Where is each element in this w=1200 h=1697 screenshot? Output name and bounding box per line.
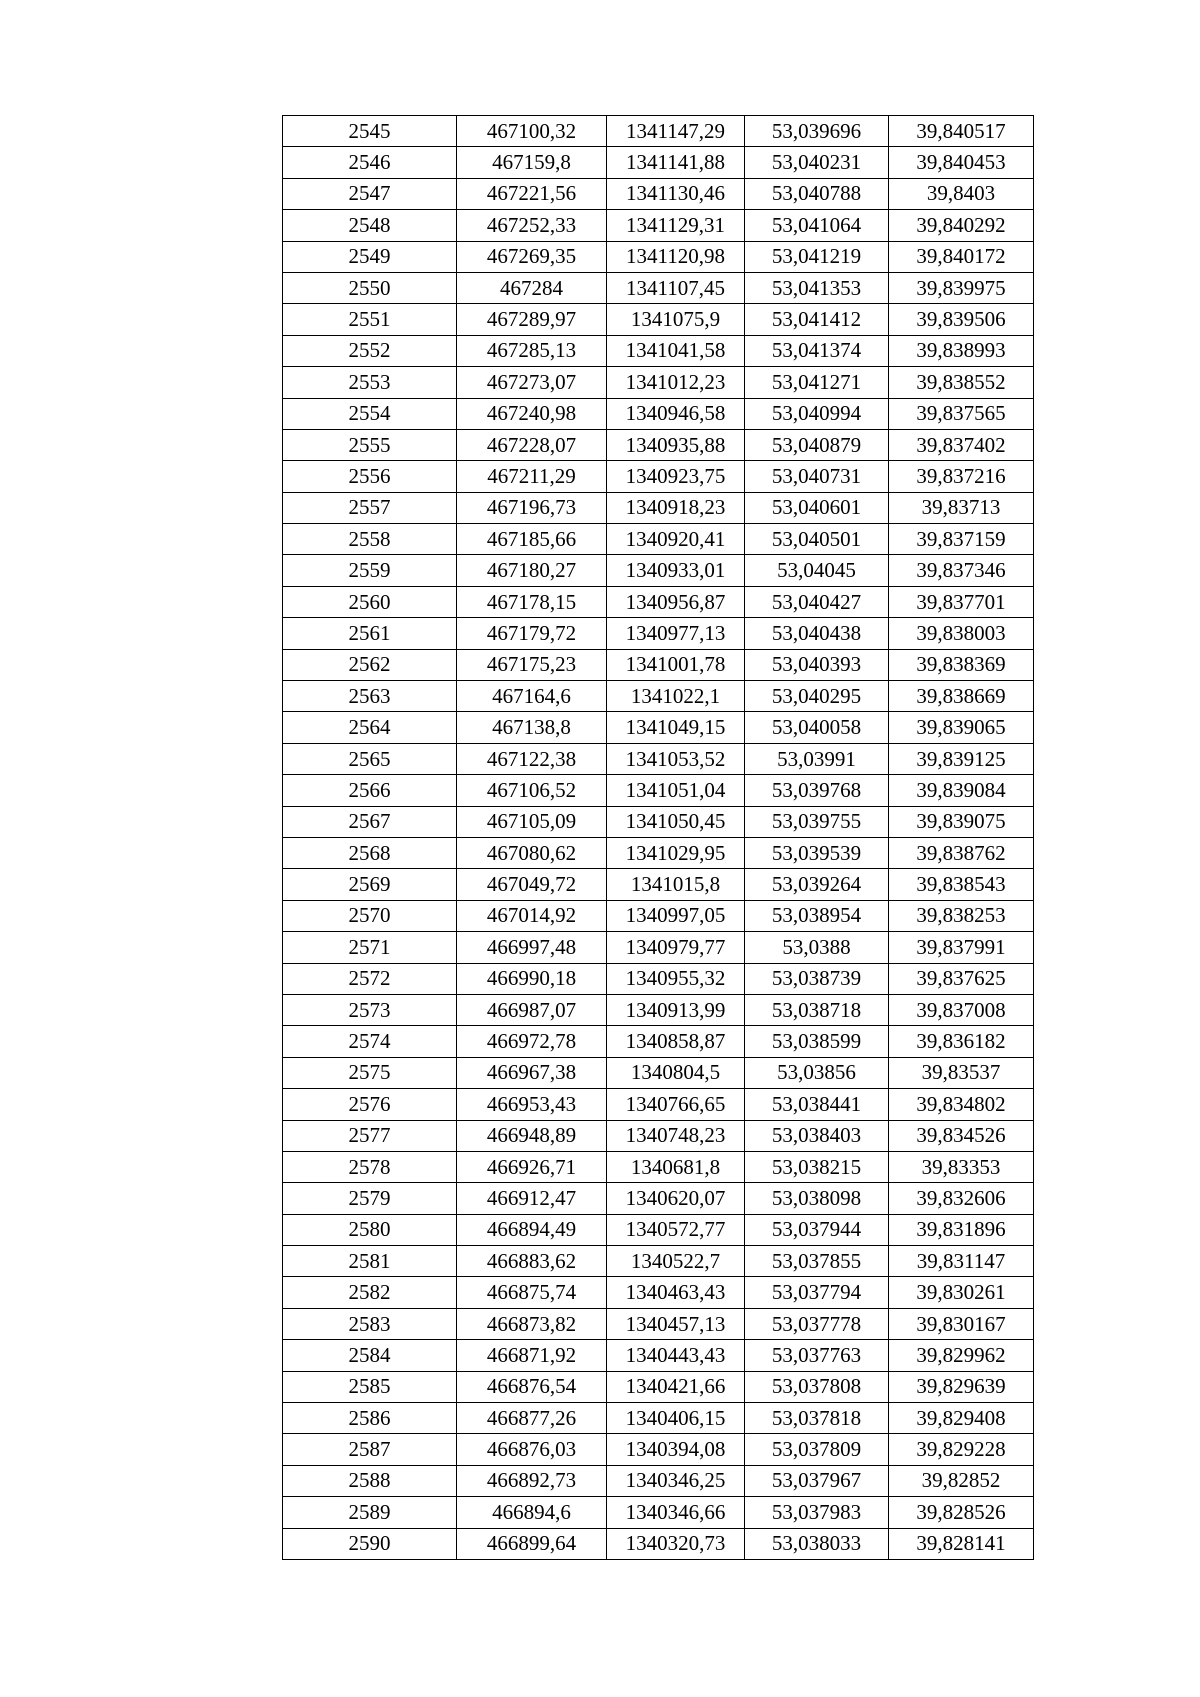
longitude-cell: 39,837402 bbox=[889, 429, 1034, 460]
x-coordinate-cell: 467138,8 bbox=[457, 712, 607, 743]
point-number-cell: 2563 bbox=[283, 681, 457, 712]
table-row bbox=[283, 1371, 1034, 1402]
y-coordinate-cell: 1340748,23 bbox=[607, 1120, 745, 1151]
x-coordinate-cell: 467105,09 bbox=[457, 806, 607, 837]
longitude-cell: 39,840292 bbox=[889, 210, 1034, 241]
table-row bbox=[283, 1277, 1034, 1308]
x-coordinate-cell: 466899,64 bbox=[457, 1528, 607, 1559]
point-number-cell: 2584 bbox=[283, 1340, 457, 1371]
latitude-cell: 53,040879 bbox=[745, 429, 889, 460]
x-coordinate-cell: 467289,97 bbox=[457, 304, 607, 335]
x-coordinate-cell: 467100,32 bbox=[457, 116, 607, 147]
table-row bbox=[283, 555, 1034, 586]
longitude-cell: 39,837701 bbox=[889, 586, 1034, 617]
y-coordinate-cell: 1341012,23 bbox=[607, 367, 745, 398]
longitude-cell: 39,831896 bbox=[889, 1214, 1034, 1245]
y-coordinate-cell: 1340406,15 bbox=[607, 1403, 745, 1434]
point-number-cell: 2554 bbox=[283, 398, 457, 429]
point-number-cell: 2560 bbox=[283, 586, 457, 617]
table-row bbox=[283, 272, 1034, 303]
longitude-cell: 39,829408 bbox=[889, 1403, 1034, 1434]
point-number-cell: 2574 bbox=[283, 1026, 457, 1057]
x-coordinate-cell: 466877,26 bbox=[457, 1403, 607, 1434]
table-row bbox=[283, 210, 1034, 241]
table-row bbox=[283, 618, 1034, 649]
y-coordinate-cell: 1341053,52 bbox=[607, 743, 745, 774]
x-coordinate-cell: 467122,38 bbox=[457, 743, 607, 774]
latitude-cell: 53,037808 bbox=[745, 1371, 889, 1402]
y-coordinate-cell: 1340946,58 bbox=[607, 398, 745, 429]
y-coordinate-cell: 1340920,41 bbox=[607, 524, 745, 555]
x-coordinate-cell: 467211,29 bbox=[457, 461, 607, 492]
latitude-cell: 53,040058 bbox=[745, 712, 889, 743]
table-row bbox=[283, 1308, 1034, 1339]
x-coordinate-cell: 467159,8 bbox=[457, 147, 607, 178]
point-number-cell: 2557 bbox=[283, 492, 457, 523]
table-row bbox=[283, 304, 1034, 335]
y-coordinate-cell: 1340804,5 bbox=[607, 1057, 745, 1088]
point-number-cell: 2582 bbox=[283, 1277, 457, 1308]
longitude-cell: 39,832606 bbox=[889, 1183, 1034, 1214]
point-number-cell: 2590 bbox=[283, 1528, 457, 1559]
table-row bbox=[283, 743, 1034, 774]
point-number-cell: 2585 bbox=[283, 1371, 457, 1402]
x-coordinate-cell: 467049,72 bbox=[457, 869, 607, 900]
point-number-cell: 2572 bbox=[283, 963, 457, 994]
longitude-cell: 39,8403 bbox=[889, 178, 1034, 209]
table-row bbox=[283, 900, 1034, 931]
table-row bbox=[283, 1403, 1034, 1434]
table-row bbox=[283, 1057, 1034, 1088]
longitude-cell: 39,829962 bbox=[889, 1340, 1034, 1371]
latitude-cell: 53,040501 bbox=[745, 524, 889, 555]
point-number-cell: 2586 bbox=[283, 1403, 457, 1434]
x-coordinate-cell: 466876,54 bbox=[457, 1371, 607, 1402]
y-coordinate-cell: 1341022,1 bbox=[607, 681, 745, 712]
table-row bbox=[283, 116, 1034, 147]
latitude-cell: 53,041064 bbox=[745, 210, 889, 241]
y-coordinate-cell: 1340443,43 bbox=[607, 1340, 745, 1371]
x-coordinate-cell: 467221,56 bbox=[457, 178, 607, 209]
x-coordinate-cell: 466912,47 bbox=[457, 1183, 607, 1214]
longitude-cell: 39,839065 bbox=[889, 712, 1034, 743]
y-coordinate-cell: 1340858,87 bbox=[607, 1026, 745, 1057]
y-coordinate-cell: 1340620,07 bbox=[607, 1183, 745, 1214]
longitude-cell: 39,837565 bbox=[889, 398, 1034, 429]
longitude-cell: 39,838762 bbox=[889, 837, 1034, 868]
x-coordinate-cell: 466871,92 bbox=[457, 1340, 607, 1371]
table-row bbox=[283, 1151, 1034, 1182]
longitude-cell: 39,828526 bbox=[889, 1497, 1034, 1528]
coordinates-table bbox=[282, 115, 1034, 1560]
longitude-cell: 39,837216 bbox=[889, 461, 1034, 492]
table-row bbox=[283, 147, 1034, 178]
point-number-cell: 2548 bbox=[283, 210, 457, 241]
y-coordinate-cell: 1341129,31 bbox=[607, 210, 745, 241]
y-coordinate-cell: 1341075,9 bbox=[607, 304, 745, 335]
table-row bbox=[283, 1026, 1034, 1057]
y-coordinate-cell: 1341141,88 bbox=[607, 147, 745, 178]
x-coordinate-cell: 466892,73 bbox=[457, 1465, 607, 1496]
latitude-cell: 53,037983 bbox=[745, 1497, 889, 1528]
longitude-cell: 39,834526 bbox=[889, 1120, 1034, 1151]
point-number-cell: 2573 bbox=[283, 994, 457, 1025]
longitude-cell: 39,840172 bbox=[889, 241, 1034, 272]
y-coordinate-cell: 1340457,13 bbox=[607, 1308, 745, 1339]
longitude-cell: 39,83537 bbox=[889, 1057, 1034, 1088]
y-coordinate-cell: 1341049,15 bbox=[607, 712, 745, 743]
y-coordinate-cell: 1340421,66 bbox=[607, 1371, 745, 1402]
point-number-cell: 2566 bbox=[283, 775, 457, 806]
latitude-cell: 53,038441 bbox=[745, 1089, 889, 1120]
x-coordinate-cell: 467080,62 bbox=[457, 837, 607, 868]
y-coordinate-cell: 1341015,8 bbox=[607, 869, 745, 900]
latitude-cell: 53,038403 bbox=[745, 1120, 889, 1151]
point-number-cell: 2568 bbox=[283, 837, 457, 868]
x-coordinate-cell: 466873,82 bbox=[457, 1308, 607, 1339]
x-coordinate-cell: 466926,71 bbox=[457, 1151, 607, 1182]
point-number-cell: 2549 bbox=[283, 241, 457, 272]
latitude-cell: 53,037967 bbox=[745, 1465, 889, 1496]
x-coordinate-cell: 466953,43 bbox=[457, 1089, 607, 1120]
x-coordinate-cell: 467175,23 bbox=[457, 649, 607, 680]
longitude-cell: 39,82852 bbox=[889, 1465, 1034, 1496]
latitude-cell: 53,040231 bbox=[745, 147, 889, 178]
latitude-cell: 53,039755 bbox=[745, 806, 889, 837]
y-coordinate-cell: 1341050,45 bbox=[607, 806, 745, 837]
point-number-cell: 2589 bbox=[283, 1497, 457, 1528]
latitude-cell: 53,038033 bbox=[745, 1528, 889, 1559]
point-number-cell: 2562 bbox=[283, 649, 457, 680]
y-coordinate-cell: 1340979,77 bbox=[607, 932, 745, 963]
table-row bbox=[283, 932, 1034, 963]
x-coordinate-cell: 466990,18 bbox=[457, 963, 607, 994]
table-row bbox=[283, 524, 1034, 555]
y-coordinate-cell: 1340918,23 bbox=[607, 492, 745, 523]
longitude-cell: 39,830261 bbox=[889, 1277, 1034, 1308]
y-coordinate-cell: 1340955,32 bbox=[607, 963, 745, 994]
latitude-cell: 53,038739 bbox=[745, 963, 889, 994]
longitude-cell: 39,839075 bbox=[889, 806, 1034, 837]
table-row bbox=[283, 178, 1034, 209]
x-coordinate-cell: 467269,35 bbox=[457, 241, 607, 272]
x-coordinate-cell: 466876,03 bbox=[457, 1434, 607, 1465]
y-coordinate-cell: 1341107,45 bbox=[607, 272, 745, 303]
table-row bbox=[283, 1246, 1034, 1277]
longitude-cell: 39,830167 bbox=[889, 1308, 1034, 1339]
table-row bbox=[283, 712, 1034, 743]
y-coordinate-cell: 1340935,88 bbox=[607, 429, 745, 460]
table-row bbox=[283, 649, 1034, 680]
longitude-cell: 39,838003 bbox=[889, 618, 1034, 649]
x-coordinate-cell: 466997,48 bbox=[457, 932, 607, 963]
latitude-cell: 53,039696 bbox=[745, 116, 889, 147]
x-coordinate-cell: 467014,92 bbox=[457, 900, 607, 931]
latitude-cell: 53,040994 bbox=[745, 398, 889, 429]
longitude-cell: 39,838543 bbox=[889, 869, 1034, 900]
latitude-cell: 53,0388 bbox=[745, 932, 889, 963]
point-number-cell: 2558 bbox=[283, 524, 457, 555]
y-coordinate-cell: 1341001,78 bbox=[607, 649, 745, 680]
point-number-cell: 2547 bbox=[283, 178, 457, 209]
latitude-cell: 53,037855 bbox=[745, 1246, 889, 1277]
latitude-cell: 53,041374 bbox=[745, 335, 889, 366]
x-coordinate-cell: 466894,49 bbox=[457, 1214, 607, 1245]
point-number-cell: 2545 bbox=[283, 116, 457, 147]
point-number-cell: 2580 bbox=[283, 1214, 457, 1245]
latitude-cell: 53,037763 bbox=[745, 1340, 889, 1371]
table-row bbox=[283, 1465, 1034, 1496]
table-row bbox=[283, 367, 1034, 398]
x-coordinate-cell: 467185,66 bbox=[457, 524, 607, 555]
point-number-cell: 2571 bbox=[283, 932, 457, 963]
table-row bbox=[283, 492, 1034, 523]
x-coordinate-cell: 466987,07 bbox=[457, 994, 607, 1025]
point-number-cell: 2569 bbox=[283, 869, 457, 900]
x-coordinate-cell: 467240,98 bbox=[457, 398, 607, 429]
y-coordinate-cell: 1340923,75 bbox=[607, 461, 745, 492]
point-number-cell: 2588 bbox=[283, 1465, 457, 1496]
longitude-cell: 39,839084 bbox=[889, 775, 1034, 806]
x-coordinate-cell: 467196,73 bbox=[457, 492, 607, 523]
longitude-cell: 39,834802 bbox=[889, 1089, 1034, 1120]
latitude-cell: 53,040731 bbox=[745, 461, 889, 492]
latitude-cell: 53,038215 bbox=[745, 1151, 889, 1182]
longitude-cell: 39,838369 bbox=[889, 649, 1034, 680]
table-row bbox=[283, 241, 1034, 272]
y-coordinate-cell: 1340933,01 bbox=[607, 555, 745, 586]
longitude-cell: 39,837346 bbox=[889, 555, 1034, 586]
table-row bbox=[283, 1120, 1034, 1151]
point-number-cell: 2553 bbox=[283, 367, 457, 398]
x-coordinate-cell: 467106,52 bbox=[457, 775, 607, 806]
longitude-cell: 39,839506 bbox=[889, 304, 1034, 335]
longitude-cell: 39,840517 bbox=[889, 116, 1034, 147]
latitude-cell: 53,041353 bbox=[745, 272, 889, 303]
latitude-cell: 53,038954 bbox=[745, 900, 889, 931]
x-coordinate-cell: 467273,07 bbox=[457, 367, 607, 398]
table-row bbox=[283, 1214, 1034, 1245]
point-number-cell: 2552 bbox=[283, 335, 457, 366]
x-coordinate-cell: 466875,74 bbox=[457, 1277, 607, 1308]
y-coordinate-cell: 1341147,29 bbox=[607, 116, 745, 147]
latitude-cell: 53,038718 bbox=[745, 994, 889, 1025]
x-coordinate-cell: 466883,62 bbox=[457, 1246, 607, 1277]
latitude-cell: 53,040427 bbox=[745, 586, 889, 617]
table-row bbox=[283, 1497, 1034, 1528]
latitude-cell: 53,041412 bbox=[745, 304, 889, 335]
point-number-cell: 2551 bbox=[283, 304, 457, 335]
longitude-cell: 39,837159 bbox=[889, 524, 1034, 555]
longitude-cell: 39,839125 bbox=[889, 743, 1034, 774]
y-coordinate-cell: 1340522,7 bbox=[607, 1246, 745, 1277]
latitude-cell: 53,038098 bbox=[745, 1183, 889, 1214]
point-number-cell: 2561 bbox=[283, 618, 457, 649]
longitude-cell: 39,838993 bbox=[889, 335, 1034, 366]
point-number-cell: 2578 bbox=[283, 1151, 457, 1182]
x-coordinate-cell: 466948,89 bbox=[457, 1120, 607, 1151]
table-row bbox=[283, 681, 1034, 712]
y-coordinate-cell: 1341041,58 bbox=[607, 335, 745, 366]
longitude-cell: 39,829639 bbox=[889, 1371, 1034, 1402]
latitude-cell: 53,041271 bbox=[745, 367, 889, 398]
y-coordinate-cell: 1340346,25 bbox=[607, 1465, 745, 1496]
point-number-cell: 2546 bbox=[283, 147, 457, 178]
y-coordinate-cell: 1340320,73 bbox=[607, 1528, 745, 1559]
table-row bbox=[283, 461, 1034, 492]
x-coordinate-cell: 467179,72 bbox=[457, 618, 607, 649]
longitude-cell: 39,838552 bbox=[889, 367, 1034, 398]
y-coordinate-cell: 1340463,43 bbox=[607, 1277, 745, 1308]
table-row bbox=[283, 1340, 1034, 1371]
point-number-cell: 2567 bbox=[283, 806, 457, 837]
x-coordinate-cell: 466972,78 bbox=[457, 1026, 607, 1057]
table-row bbox=[283, 963, 1034, 994]
table-row bbox=[283, 1434, 1034, 1465]
coordinates-table-body bbox=[283, 116, 1034, 1560]
longitude-cell: 39,831147 bbox=[889, 1246, 1034, 1277]
y-coordinate-cell: 1340394,08 bbox=[607, 1434, 745, 1465]
table-row bbox=[283, 806, 1034, 837]
x-coordinate-cell: 466967,38 bbox=[457, 1057, 607, 1088]
point-number-cell: 2559 bbox=[283, 555, 457, 586]
latitude-cell: 53,037778 bbox=[745, 1308, 889, 1339]
point-number-cell: 2550 bbox=[283, 272, 457, 303]
longitude-cell: 39,83353 bbox=[889, 1151, 1034, 1182]
point-number-cell: 2565 bbox=[283, 743, 457, 774]
y-coordinate-cell: 1341051,04 bbox=[607, 775, 745, 806]
point-number-cell: 2587 bbox=[283, 1434, 457, 1465]
latitude-cell: 53,037944 bbox=[745, 1214, 889, 1245]
x-coordinate-cell: 467180,27 bbox=[457, 555, 607, 586]
x-coordinate-cell: 466894,6 bbox=[457, 1497, 607, 1528]
table-row bbox=[283, 335, 1034, 366]
point-number-cell: 2556 bbox=[283, 461, 457, 492]
latitude-cell: 53,039539 bbox=[745, 837, 889, 868]
latitude-cell: 53,040788 bbox=[745, 178, 889, 209]
point-number-cell: 2564 bbox=[283, 712, 457, 743]
x-coordinate-cell: 467228,07 bbox=[457, 429, 607, 460]
y-coordinate-cell: 1341130,46 bbox=[607, 178, 745, 209]
y-coordinate-cell: 1340997,05 bbox=[607, 900, 745, 931]
y-coordinate-cell: 1340346,66 bbox=[607, 1497, 745, 1528]
y-coordinate-cell: 1340977,13 bbox=[607, 618, 745, 649]
y-coordinate-cell: 1340956,87 bbox=[607, 586, 745, 617]
point-number-cell: 2575 bbox=[283, 1057, 457, 1088]
point-number-cell: 2576 bbox=[283, 1089, 457, 1120]
table-row bbox=[283, 1528, 1034, 1559]
latitude-cell: 53,03991 bbox=[745, 743, 889, 774]
longitude-cell: 39,829228 bbox=[889, 1434, 1034, 1465]
y-coordinate-cell: 1340766,65 bbox=[607, 1089, 745, 1120]
longitude-cell: 39,838669 bbox=[889, 681, 1034, 712]
longitude-cell: 39,838253 bbox=[889, 900, 1034, 931]
latitude-cell: 53,040601 bbox=[745, 492, 889, 523]
latitude-cell: 53,037818 bbox=[745, 1403, 889, 1434]
table-row bbox=[283, 837, 1034, 868]
x-coordinate-cell: 467284 bbox=[457, 272, 607, 303]
point-number-cell: 2570 bbox=[283, 900, 457, 931]
latitude-cell: 53,04045 bbox=[745, 555, 889, 586]
x-coordinate-cell: 467252,33 bbox=[457, 210, 607, 241]
point-number-cell: 2555 bbox=[283, 429, 457, 460]
point-number-cell: 2579 bbox=[283, 1183, 457, 1214]
table-row bbox=[283, 398, 1034, 429]
latitude-cell: 53,040438 bbox=[745, 618, 889, 649]
y-coordinate-cell: 1340913,99 bbox=[607, 994, 745, 1025]
x-coordinate-cell: 467178,15 bbox=[457, 586, 607, 617]
point-number-cell: 2583 bbox=[283, 1308, 457, 1339]
x-coordinate-cell: 467164,6 bbox=[457, 681, 607, 712]
latitude-cell: 53,037809 bbox=[745, 1434, 889, 1465]
table-row bbox=[283, 994, 1034, 1025]
table-row bbox=[283, 586, 1034, 617]
latitude-cell: 53,040393 bbox=[745, 649, 889, 680]
longitude-cell: 39,836182 bbox=[889, 1026, 1034, 1057]
latitude-cell: 53,037794 bbox=[745, 1277, 889, 1308]
longitude-cell: 39,840453 bbox=[889, 147, 1034, 178]
latitude-cell: 53,03856 bbox=[745, 1057, 889, 1088]
table-row bbox=[283, 1183, 1034, 1214]
x-coordinate-cell: 467285,13 bbox=[457, 335, 607, 366]
table-row bbox=[283, 1089, 1034, 1120]
y-coordinate-cell: 1341029,95 bbox=[607, 837, 745, 868]
latitude-cell: 53,040295 bbox=[745, 681, 889, 712]
longitude-cell: 39,839975 bbox=[889, 272, 1034, 303]
longitude-cell: 39,837991 bbox=[889, 932, 1034, 963]
longitude-cell: 39,837625 bbox=[889, 963, 1034, 994]
latitude-cell: 53,038599 bbox=[745, 1026, 889, 1057]
point-number-cell: 2577 bbox=[283, 1120, 457, 1151]
longitude-cell: 39,828141 bbox=[889, 1528, 1034, 1559]
longitude-cell: 39,83713 bbox=[889, 492, 1034, 523]
y-coordinate-cell: 1340572,77 bbox=[607, 1214, 745, 1245]
latitude-cell: 53,041219 bbox=[745, 241, 889, 272]
y-coordinate-cell: 1340681,8 bbox=[607, 1151, 745, 1182]
table-row bbox=[283, 775, 1034, 806]
point-number-cell: 2581 bbox=[283, 1246, 457, 1277]
latitude-cell: 53,039768 bbox=[745, 775, 889, 806]
longitude-cell: 39,837008 bbox=[889, 994, 1034, 1025]
table-row bbox=[283, 869, 1034, 900]
y-coordinate-cell: 1341120,98 bbox=[607, 241, 745, 272]
table-row bbox=[283, 429, 1034, 460]
latitude-cell: 53,039264 bbox=[745, 869, 889, 900]
